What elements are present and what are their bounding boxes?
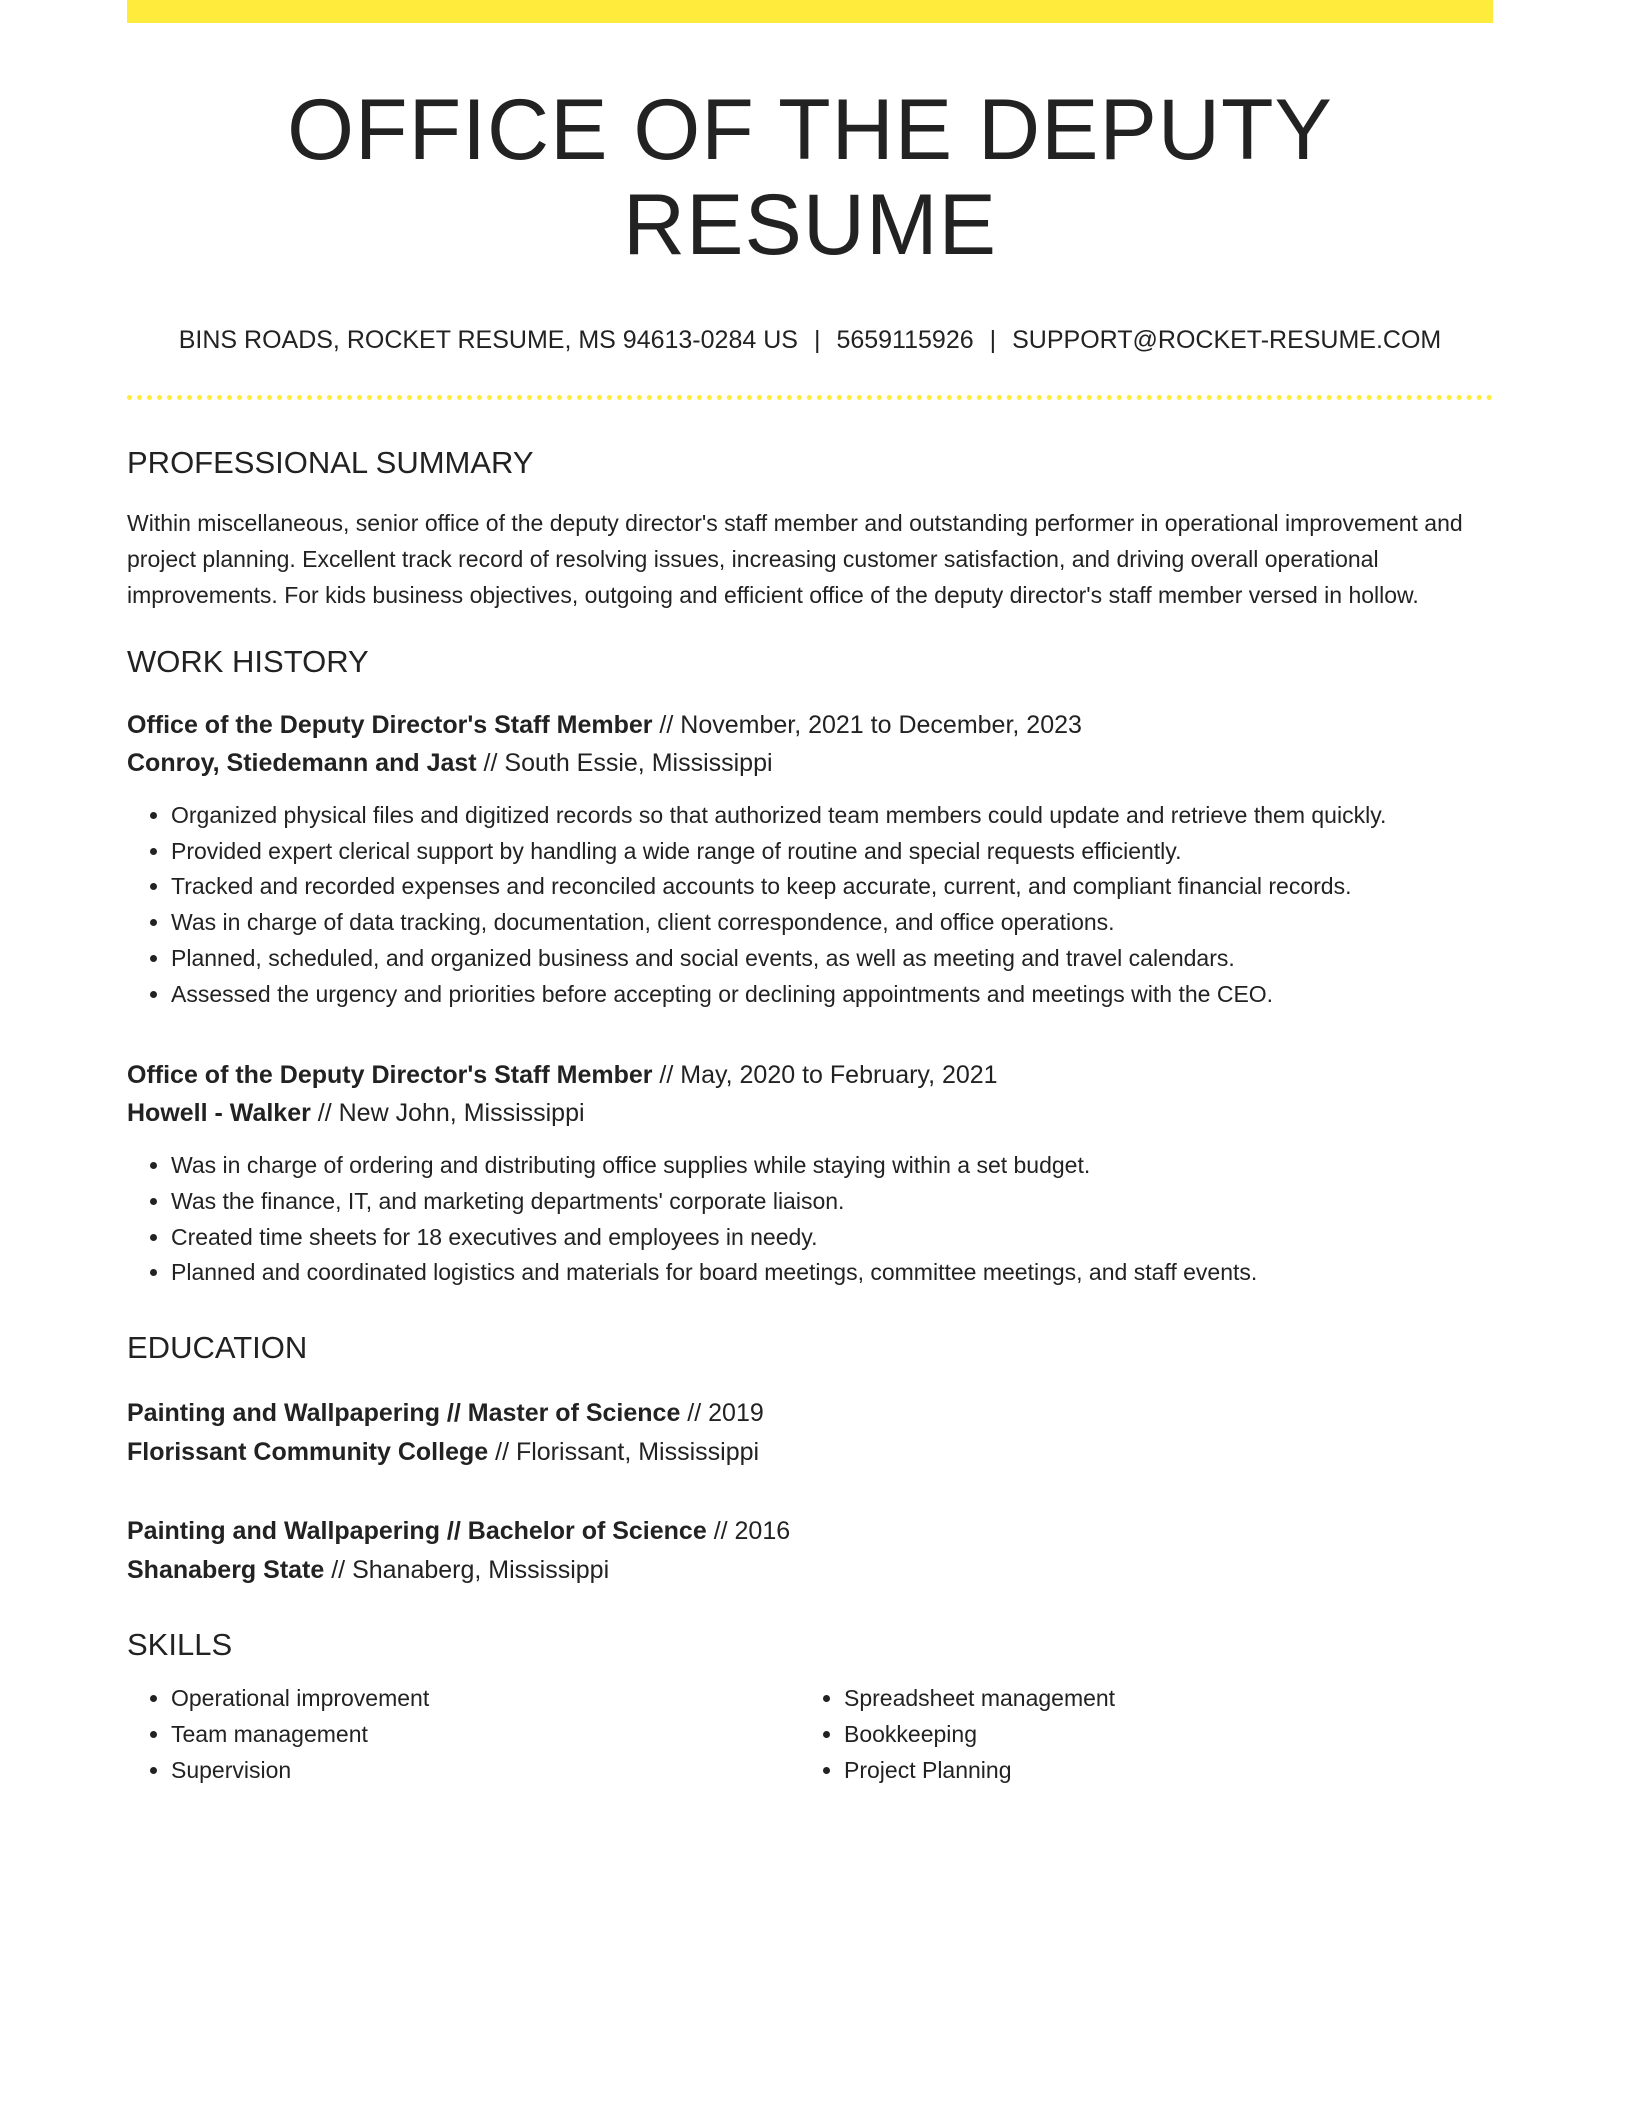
- job-entry: [127, 706, 1493, 1012]
- school-location: // Florissant, Mississippi: [488, 1438, 760, 1467]
- job-duty: • Created time sheets for 18 executives and employees in needy.: [171, 1220, 1493, 1256]
- school-line: [127, 1433, 1493, 1472]
- contact-phone: 5659115926: [836, 326, 974, 355]
- job-entry: [127, 1056, 1493, 1291]
- job-location: // New John, Mississippi: [310, 1099, 585, 1128]
- degree-year: // 2019: [680, 1399, 764, 1428]
- job-company: Howell - Walker: [127, 1099, 311, 1128]
- job-duty: • Tracked and recorded expenses and reconciled accounts to keep accurate, current, and compliant financial records.: [171, 869, 1493, 905]
- contact-separator: |: [989, 326, 997, 355]
- job-duty: • Was the finance, IT, and marketing departments' corporate liaison.: [171, 1184, 1493, 1220]
- job-title: Office of the Deputy Director's Staff Member: [127, 711, 653, 740]
- job-dates: // November, 2021 to December, 2023: [652, 711, 1082, 740]
- job-duties-list: [127, 798, 1493, 1012]
- skill-item: • Spreadsheet management: [844, 1681, 1473, 1717]
- skill-item: • Project Planning: [844, 1753, 1473, 1789]
- job-location: // South Essie, Mississippi: [476, 749, 773, 778]
- school-location: // Shanaberg, Mississippi: [324, 1556, 610, 1585]
- education-heading: EDUCATION: [127, 1330, 308, 1366]
- job-dates: // May, 2020 to February, 2021: [652, 1061, 998, 1090]
- school-line: [127, 1551, 1493, 1590]
- accent-top-bar: [127, 0, 1493, 23]
- degree-name: Painting and Wallpapering // Master of Science: [127, 1399, 681, 1428]
- work-history-heading: WORK HISTORY: [127, 643, 369, 679]
- degree-name: Painting and Wallpapering // Bachelor of Science: [127, 1517, 707, 1546]
- skill-item: • Bookkeeping: [844, 1717, 1473, 1753]
- skills-list-right: [800, 1681, 1473, 1788]
- job-title-line: [127, 706, 1493, 744]
- skills-list-left: [127, 1681, 800, 1788]
- job-title-line: [127, 1056, 1493, 1094]
- job-duty: • Provided expert clerical support by handling a wide range of routine and special requests efficiently.: [171, 834, 1493, 870]
- job-duty: • Was in charge of data tracking, documentation, client correspondence, and office operations.: [171, 905, 1493, 941]
- education-entry: [127, 1394, 1493, 1472]
- contact-separator: |: [813, 326, 821, 355]
- job-company: Conroy, Stiedemann and Jast: [127, 749, 477, 778]
- degree-line: [127, 1512, 1493, 1551]
- dotted-divider: [127, 395, 1493, 400]
- skill-item: • Supervision: [171, 1753, 800, 1789]
- skills-heading: SKILLS: [127, 1627, 233, 1663]
- job-company-line: [127, 744, 1493, 782]
- education-entry: [127, 1512, 1493, 1590]
- skill-item: • Team management: [171, 1717, 800, 1753]
- job-duty: • Planned and coordinated logistics and materials for board meetings, committee meetings, and staff events.: [171, 1255, 1493, 1291]
- degree-year: // 2016: [706, 1517, 791, 1546]
- job-duty: • Organized physical files and digitized records so that authorized team members could update and retrieve them quickly.: [171, 798, 1493, 834]
- degree-line: [127, 1394, 1493, 1433]
- contact-info: [127, 324, 1493, 357]
- school-name: Florissant Community College: [127, 1438, 489, 1467]
- job-company-line: [127, 1094, 1493, 1132]
- summary-text: Within miscellaneous, senior office of the deputy director's staff member and outstanding performer in operational improvement and project planning. Excellent track record of resolving issues, increasing customer satisfaction, and driving overall operational improvements. For kids business objectives, outgoing and efficient office of the deputy director's staff member versed in hollow.: [127, 509, 1463, 608]
- job-duty: • Assessed the urgency and priorities before accepting or declining appointments and meetings with the CEO.: [171, 977, 1493, 1013]
- job-duty: • Was in charge of ordering and distributing office supplies while staying within a set budget.: [171, 1148, 1493, 1184]
- job-duties-list: [127, 1148, 1493, 1291]
- resume-title: OFFICE OF THE DEPUTY RESUME: [287, 82, 1333, 273]
- skills-grid: [127, 1681, 1493, 1788]
- job-duty: • Planned, scheduled, and organized business and social events, as well as meeting and travel calendars.: [171, 941, 1493, 977]
- job-title: Office of the Deputy Director's Staff Member: [127, 1061, 653, 1090]
- resume-page: [127, 0, 1493, 1789]
- school-name: Shanaberg State: [127, 1556, 325, 1585]
- contact-address: BINS ROADS, ROCKET RESUME, MS 94613-0284 US: [178, 326, 798, 355]
- summary-heading: PROFESSIONAL SUMMARY: [127, 444, 534, 480]
- contact-email: SUPPORT@ROCKET-RESUME.COM: [1012, 326, 1442, 355]
- skill-item: • Operational improvement: [171, 1681, 800, 1717]
